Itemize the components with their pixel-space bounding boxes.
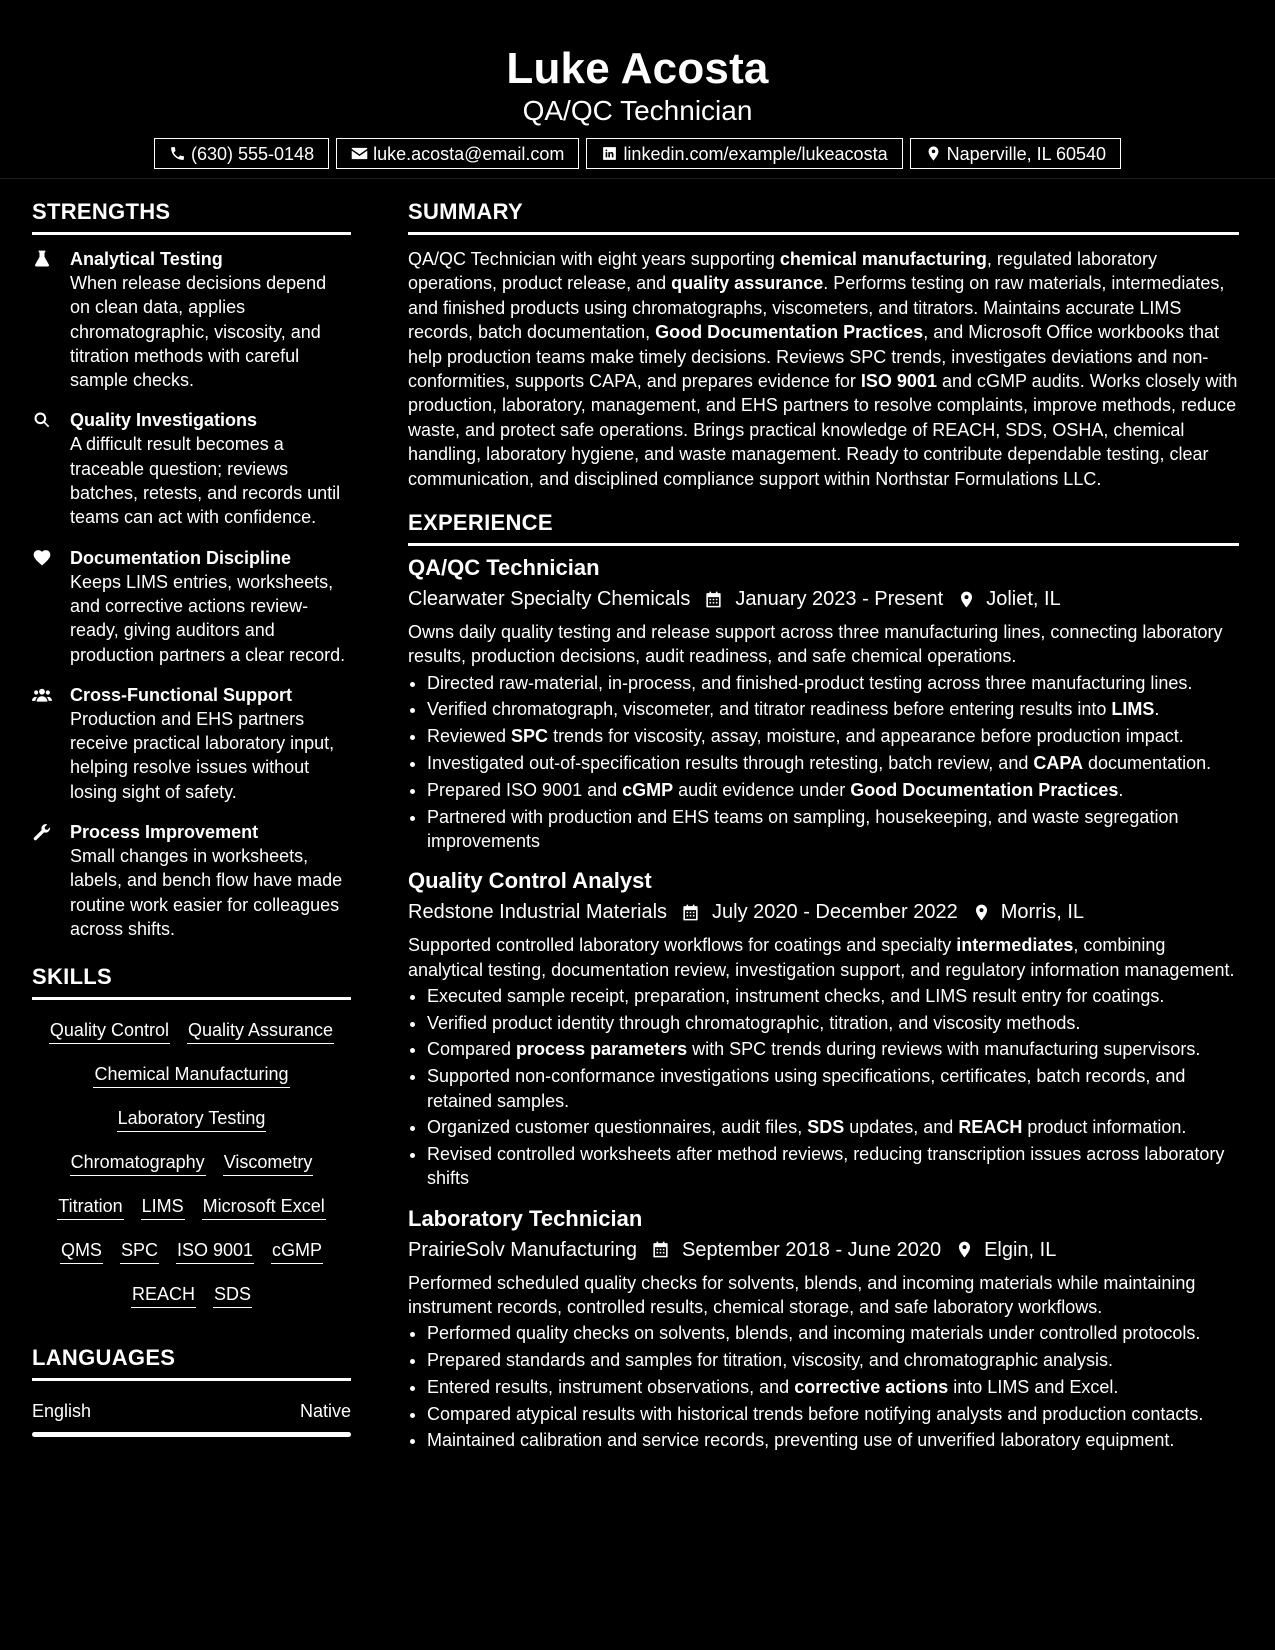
strength-icon-wrap bbox=[32, 683, 70, 804]
text-run: with SPC trends during reviews with manufacturing supervisors. bbox=[687, 1039, 1201, 1060]
strength-item bbox=[32, 247, 351, 392]
text-run: Performed quality checks on solvents, blends, and incoming materials under controlled protocols. bbox=[427, 1323, 1201, 1344]
map-pin-icon bbox=[957, 590, 976, 609]
job-location: Elgin, IL bbox=[984, 1238, 1057, 1261]
job-description: Owns daily quality testing and release support across three manufacturing lines, connecting laboratory results, production decisions, audit readiness, and safe chemical operations. bbox=[408, 622, 1223, 667]
contact-email[interactable] bbox=[336, 138, 579, 169]
bullet-item bbox=[427, 1064, 1239, 1113]
strength-icon-wrap bbox=[32, 247, 70, 392]
text-run: . bbox=[1154, 699, 1160, 720]
skill-tag: REACH bbox=[131, 1282, 196, 1308]
job-location: Joliet, IL bbox=[986, 588, 1061, 611]
skill-tag: Chromatography bbox=[70, 1150, 206, 1176]
text-run: QA/QC Technician with eight years supporting bbox=[408, 249, 780, 269]
job-bullets bbox=[408, 671, 1239, 854]
bold-text: intermediates bbox=[956, 935, 1074, 956]
bullet-item bbox=[427, 1348, 1239, 1372]
skill-tag: LIMS bbox=[141, 1194, 185, 1220]
job-title: Quality Control Analyst bbox=[408, 868, 652, 894]
languages-list bbox=[32, 1399, 351, 1437]
bold-text: ISO 9001 bbox=[860, 371, 937, 392]
text-run: Executed sample receipt, preparation, instrument checks, and LIMS result entry for coatings. bbox=[427, 985, 1165, 1006]
bullet-item bbox=[427, 751, 1239, 775]
strength-title: Process Improvement bbox=[70, 822, 259, 843]
job-bullets bbox=[408, 984, 1239, 1191]
skill-tag: Titration bbox=[57, 1194, 123, 1220]
envelope-icon bbox=[351, 145, 368, 162]
job-title: Laboratory Technician bbox=[408, 1205, 643, 1231]
job-title: QA/QC Technician bbox=[408, 555, 600, 581]
bullet-item bbox=[427, 1037, 1239, 1061]
search-icon bbox=[32, 410, 52, 430]
strength-item bbox=[32, 408, 351, 529]
contact-linkedin[interactable] bbox=[586, 138, 902, 169]
company-name: Redstone Industrial Materials bbox=[408, 901, 668, 924]
strength-description: Production and EHS partners receive practical laboratory input, helping resolve issues without losing sight of safety. bbox=[70, 708, 335, 802]
strength-description: Small changes in worksheets, labels, and bench flow have made routine work easier for colleagues across shifts. bbox=[70, 846, 343, 939]
bold-text: REACH bbox=[958, 1117, 1023, 1138]
wrench-icon bbox=[32, 822, 52, 842]
job-dates: September 2018 - June 2020 bbox=[682, 1238, 942, 1261]
text-run: and cGMP audits. Works closely with production, laboratory, management, and EHS partners to resolve complaints, improve methods, reduce waste, and protect safe operations. Brings practical knowledge of REACH, SDS, OSHA, chemical handling, laboratory hygiene, and waste management. Ready to contribute dependable testing, clear communication, and disciplined compliance support within Northstar Formulations LLC. bbox=[408, 371, 1238, 489]
strength-description: Keeps LIMS entries, worksheets, and corrective actions review-ready, giving auditors and production partners a clear record. bbox=[70, 571, 346, 665]
experience-list bbox=[408, 554, 1239, 1453]
skill-row bbox=[32, 1062, 351, 1088]
skill-row bbox=[32, 1106, 351, 1132]
bullet-item bbox=[427, 778, 1239, 802]
job-dates: January 2023 - Present bbox=[735, 588, 944, 611]
job-description bbox=[408, 933, 1239, 982]
language-bar-track bbox=[32, 1432, 351, 1437]
job-dates: July 2020 - December 2022 bbox=[712, 901, 958, 924]
text-run: , combining analytical testing, documentation review, investigation support, and regulatory information management. bbox=[408, 935, 1235, 980]
language-level: Native bbox=[299, 1401, 351, 1422]
strength-icon-wrap bbox=[32, 546, 70, 667]
bullet-item bbox=[427, 1115, 1239, 1139]
bold-text: corrective actions bbox=[794, 1376, 949, 1397]
job-entry bbox=[408, 554, 1239, 853]
text-run: Supported non-conformance investigations using specifications, certificates, batch records, and retained samples. bbox=[427, 1066, 1186, 1111]
text-run: Compared bbox=[427, 1039, 517, 1060]
bold-text: cGMP bbox=[622, 779, 674, 800]
experience-heading: EXPERIENCE bbox=[408, 509, 1239, 546]
language-name: English bbox=[32, 1401, 92, 1422]
contact-phone[interactable] bbox=[154, 138, 329, 169]
job-entry bbox=[408, 1205, 1239, 1453]
text-run: into LIMS and Excel. bbox=[948, 1376, 1119, 1397]
heart-icon bbox=[32, 548, 52, 568]
map-pin-icon bbox=[955, 1240, 974, 1259]
bold-text: CAPA bbox=[1033, 753, 1084, 774]
bullet-item bbox=[427, 724, 1239, 748]
map-pin-icon bbox=[972, 903, 991, 922]
bullet-item bbox=[427, 984, 1239, 1008]
bold-text: chemical manufacturing bbox=[779, 249, 987, 269]
job-meta bbox=[408, 897, 1239, 927]
strength-title: Cross-Functional Support bbox=[70, 684, 292, 705]
skill-tag: SPC bbox=[120, 1238, 159, 1264]
bullet-item bbox=[427, 1321, 1239, 1345]
text-run: . bbox=[1118, 779, 1124, 800]
strength-icon-wrap bbox=[32, 820, 70, 941]
bold-text: Good Documentation Practices bbox=[655, 322, 924, 343]
map-pin-icon bbox=[925, 145, 942, 162]
text-run: product information. bbox=[1022, 1117, 1187, 1138]
phone-icon bbox=[169, 145, 186, 162]
strength-description: A difficult result becomes a traceable question; reviews batches, retests, and records until teams can act with confidence. bbox=[70, 434, 341, 528]
location-text: Naperville, IL 60540 bbox=[946, 143, 1107, 164]
text-run: Organized customer questionnaires, audit files, bbox=[427, 1117, 808, 1138]
skill-tag: Laboratory Testing bbox=[117, 1106, 267, 1132]
skill-tag: Quality Control bbox=[49, 1018, 170, 1044]
skills-heading: SKILLS bbox=[32, 963, 351, 1000]
text-run: Verified chromatograph, viscometer, and titrator readiness before entering results into bbox=[427, 699, 1112, 720]
text-run: Directed raw-material, in-process, and finished-product testing across three manufacturing lines. bbox=[427, 672, 1193, 693]
users-icon bbox=[32, 685, 52, 705]
skill-row bbox=[32, 1238, 351, 1264]
strength-body bbox=[70, 683, 351, 804]
email-text: luke.acosta@email.com bbox=[373, 143, 565, 164]
skill-tag: Quality Assurance bbox=[187, 1018, 334, 1044]
right-column bbox=[408, 198, 1239, 1467]
contact-location bbox=[910, 138, 1121, 169]
bold-text: Good Documentation Practices bbox=[850, 779, 1119, 800]
text-run: Partnered with production and EHS teams on sampling, housekeeping, and waste segregation improvements bbox=[427, 806, 1179, 851]
text-run: Revised controlled worksheets after method reviews, reducing transcription issues across laboratory shifts bbox=[427, 1144, 1225, 1189]
skill-row bbox=[32, 1194, 351, 1220]
resume-header bbox=[0, 0, 1275, 179]
job-location: Morris, IL bbox=[1000, 901, 1085, 924]
job-meta bbox=[408, 584, 1239, 614]
bullet-item bbox=[427, 1402, 1239, 1426]
skill-tag: QMS bbox=[60, 1238, 103, 1264]
skill-row bbox=[32, 1282, 351, 1308]
text-run: Compared atypical results with historical trends before notifying analysts and production contacts. bbox=[427, 1403, 1204, 1424]
job-bullets bbox=[408, 1321, 1239, 1452]
text-run: updates, and bbox=[844, 1117, 959, 1138]
summary-heading: SUMMARY bbox=[408, 198, 1239, 235]
strength-body bbox=[70, 820, 351, 941]
strength-title: Documentation Discipline bbox=[70, 547, 292, 568]
text-run: Prepared ISO 9001 and bbox=[427, 779, 623, 800]
strength-body bbox=[70, 546, 351, 667]
summary-text bbox=[408, 247, 1239, 491]
strength-description: When release decisions depend on clean data, applies chromatographic, viscosity, and titration methods with careful sample checks. bbox=[70, 273, 327, 391]
bold-text: quality assurance bbox=[671, 273, 824, 294]
strength-title: Quality Investigations bbox=[70, 410, 258, 431]
strengths-heading: STRENGTHS bbox=[32, 198, 351, 235]
text-run: trends for viscosity, assay, moisture, and appearance before production impact. bbox=[548, 726, 1184, 747]
linkedin-icon bbox=[601, 145, 618, 162]
languages-heading: LANGUAGES bbox=[32, 1344, 351, 1381]
calendar-icon bbox=[651, 1240, 670, 1259]
strength-title: Analytical Testing bbox=[70, 249, 223, 269]
bullet-item bbox=[427, 697, 1239, 721]
skill-tag: Viscometry bbox=[223, 1150, 314, 1176]
text-run: documentation. bbox=[1083, 753, 1212, 774]
language-proficiency-bar bbox=[32, 1432, 351, 1437]
bold-text: LIMS bbox=[1111, 699, 1155, 720]
strength-item bbox=[32, 683, 351, 804]
strength-icon-wrap bbox=[32, 408, 70, 529]
strength-item bbox=[32, 546, 351, 667]
skill-tag: Microsoft Excel bbox=[202, 1194, 326, 1220]
text-run: Investigated out-of-specification results through retesting, batch review, and bbox=[427, 753, 1034, 774]
text-run: Reviewed bbox=[427, 726, 512, 747]
company-name: Clearwater Specialty Chemicals bbox=[408, 588, 691, 611]
text-run: audit evidence under bbox=[673, 779, 851, 800]
skill-tag: SDS bbox=[213, 1282, 252, 1308]
job-meta bbox=[408, 1235, 1239, 1265]
text-run: . Performs testing on raw materials, intermediates, and finished products using chromatographs, viscometers, and titrators. Maintains accurate LIMS records, batch documentation, bbox=[408, 273, 1225, 343]
text-run: Verified product identity through chromatographic, titration, and viscosity methods. bbox=[427, 1012, 1081, 1033]
bold-text: process parameters bbox=[516, 1039, 688, 1060]
text-run: Supported controlled laboratory workflows for coatings and specialty bbox=[408, 935, 957, 956]
phone-text: (630) 555-0148 bbox=[190, 143, 315, 164]
bullet-item bbox=[427, 671, 1239, 695]
candidate-title: QA/QC Technician bbox=[522, 95, 753, 126]
bold-text: SDS bbox=[807, 1117, 845, 1138]
skill-row bbox=[32, 1150, 351, 1176]
job-description: Performed scheduled quality checks for solvents, blends, and incoming materials while maintaining instrument records, controlled results, chemical storage, and safe laboratory workflows. bbox=[408, 1272, 1196, 1317]
language-item bbox=[32, 1399, 351, 1423]
skills-list bbox=[32, 1012, 351, 1308]
strength-body bbox=[70, 408, 351, 529]
bullet-item bbox=[427, 1011, 1239, 1035]
text-run: Prepared standards and samples for titration, viscosity, and chromatographic analysis. bbox=[427, 1350, 1114, 1371]
linkedin-text: linkedin.com/example/lukeacosta bbox=[623, 143, 888, 164]
text-run: Entered results, instrument observations, and bbox=[427, 1376, 795, 1397]
text-run: , and Microsoft Office workbooks that help production teams make timely decisions. Reviews SPC trends, investigates deviations and non-conformities, supports CAPA, and prepares evidence for bbox=[408, 322, 1219, 392]
skill-row bbox=[32, 1018, 351, 1044]
skill-tag: cGMP bbox=[271, 1238, 323, 1264]
strength-item bbox=[32, 820, 351, 941]
calendar-icon bbox=[681, 903, 700, 922]
strengths-list bbox=[32, 247, 351, 941]
candidate-name: Luke Acosta bbox=[506, 44, 769, 93]
job-entry bbox=[408, 867, 1239, 1190]
contact-bar bbox=[0, 138, 1275, 169]
left-column bbox=[32, 198, 351, 1437]
calendar-icon bbox=[704, 590, 723, 609]
bullet-item bbox=[427, 1428, 1239, 1452]
text-run: Maintained calibration and service records, preventing use of unverified laboratory equipment. bbox=[427, 1430, 1175, 1451]
strength-body bbox=[70, 247, 351, 392]
skill-tag: Chemical Manufacturing bbox=[93, 1062, 289, 1088]
bullet-item bbox=[427, 805, 1239, 854]
flask-icon bbox=[32, 249, 52, 269]
skill-tag: ISO 9001 bbox=[176, 1238, 254, 1264]
bold-text: SPC bbox=[511, 726, 549, 747]
bullet-item bbox=[427, 1142, 1239, 1191]
text-run: , regulated laboratory operations, product release, and bbox=[408, 249, 1158, 294]
bullet-item bbox=[427, 1375, 1239, 1399]
company-name: PrairieSolv Manufacturing bbox=[408, 1238, 637, 1261]
